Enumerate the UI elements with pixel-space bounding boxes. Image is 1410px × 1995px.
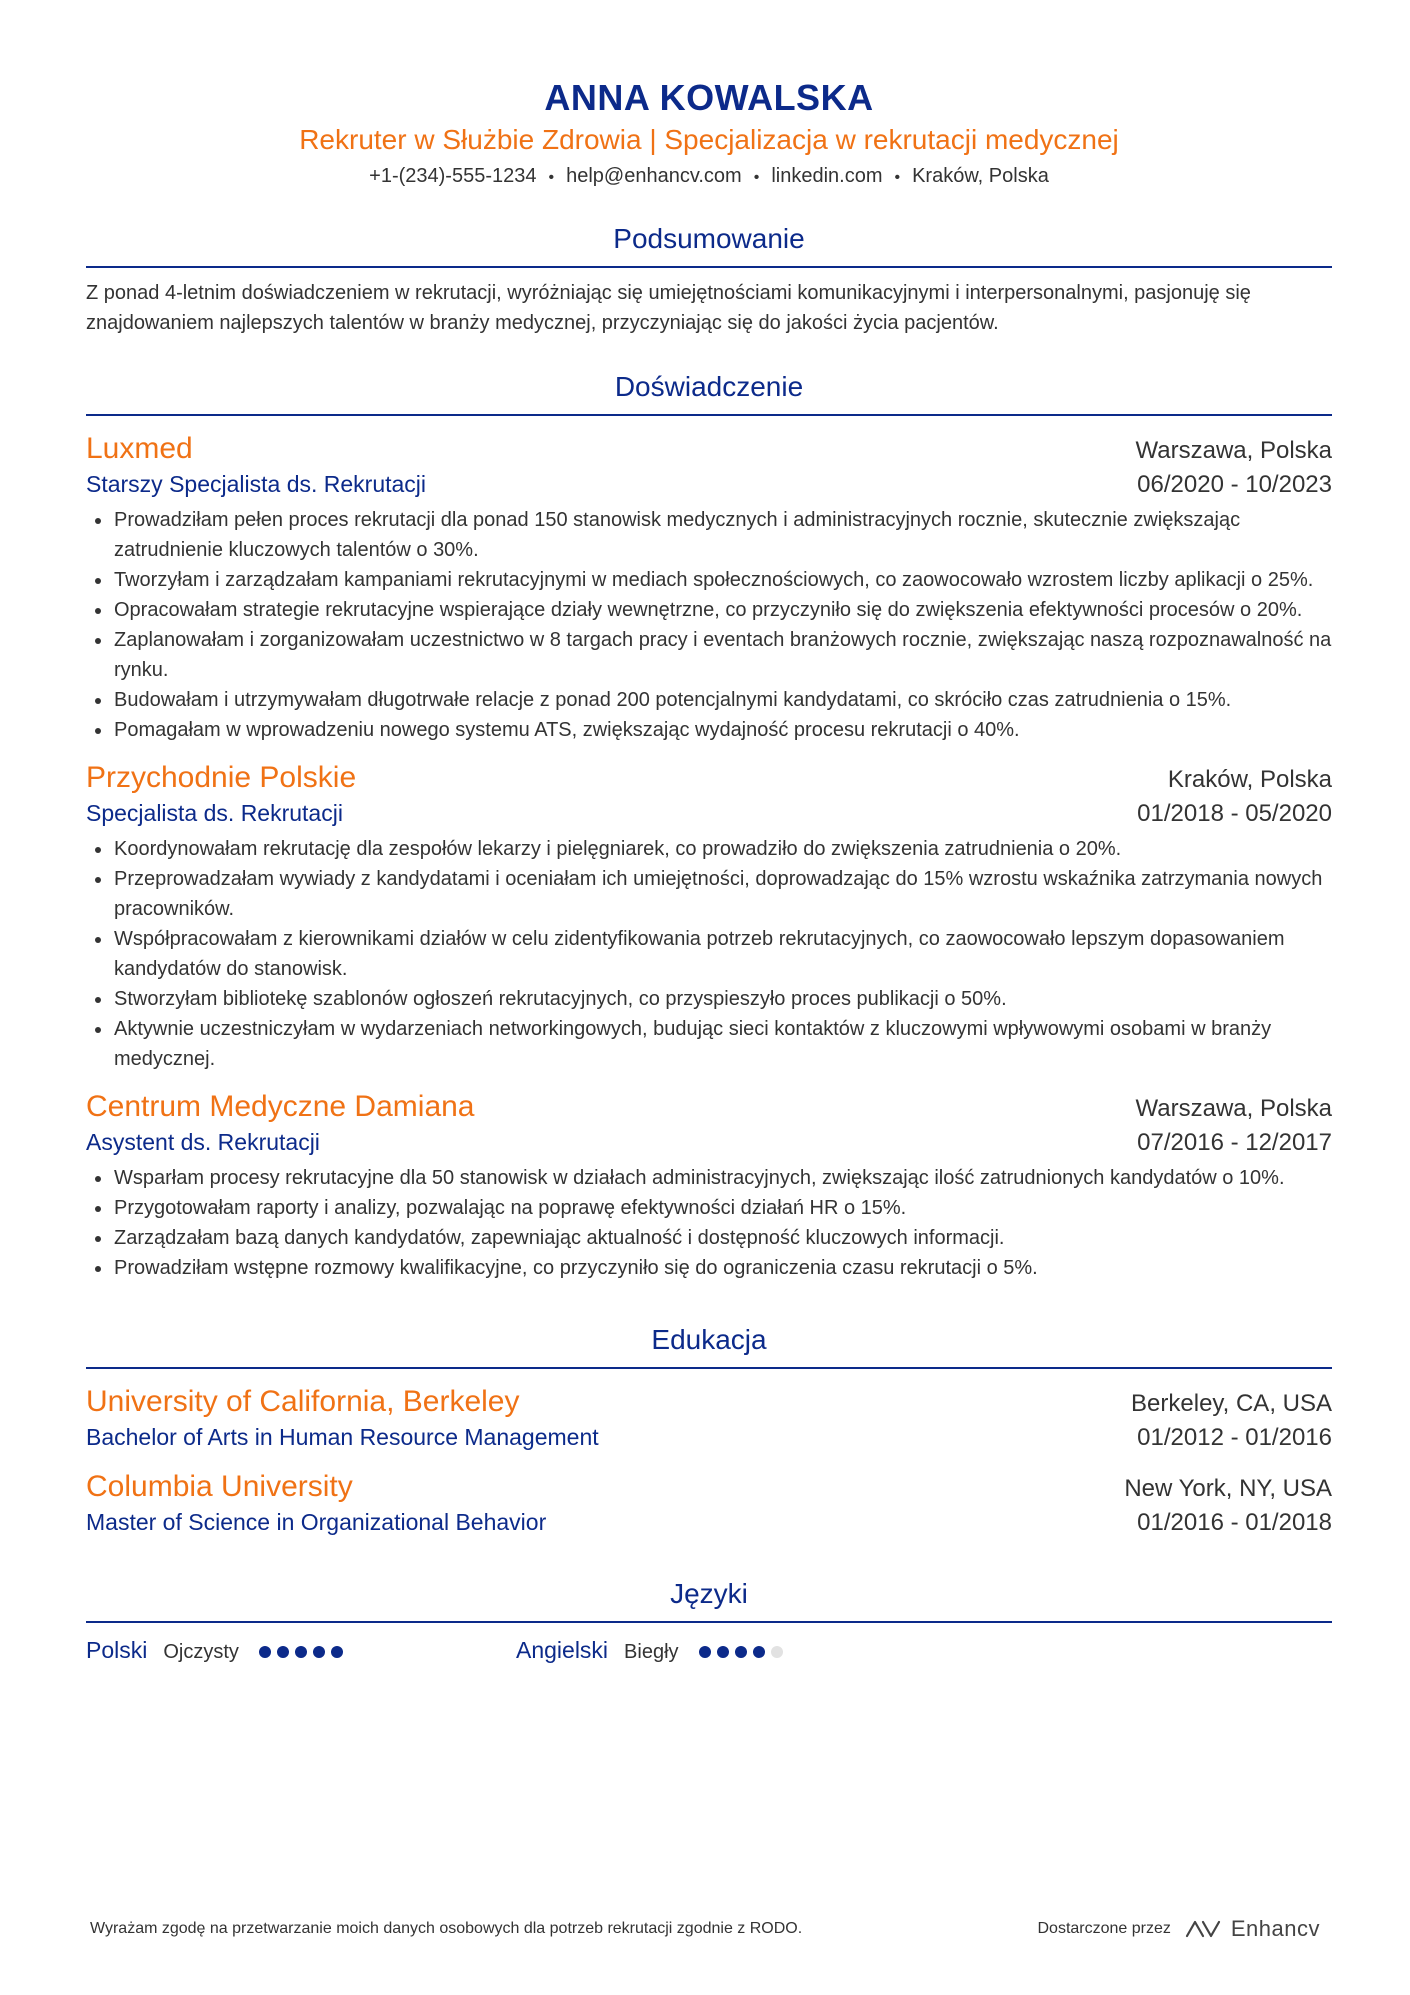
list-item: Prowadziłam wstępne rozmowy kwalifikacyjne, co przyczyniło się do ograniczenia czasu rekrutacji o 5%. xyxy=(86,1253,1332,1283)
list-item: Przygotowałam raporty i analizy, pozwalając na poprawę efektywności działań HR o 15%. xyxy=(86,1193,1332,1223)
language-item xyxy=(86,1637,516,1664)
job-dates: 07/2016 - 12/2017 xyxy=(1137,1129,1332,1156)
school-location: New York, NY, USA xyxy=(1124,1475,1332,1502)
rating-dot-filled xyxy=(277,1646,289,1658)
rating-dot-filled xyxy=(313,1646,325,1658)
job-dates: 06/2020 - 10/2023 xyxy=(1137,471,1332,498)
section-title: Doświadczenie xyxy=(86,370,1332,416)
job-dates: 01/2018 - 05/2020 xyxy=(1137,800,1332,827)
education-entry xyxy=(86,1468,1332,1539)
list-item: Stworzyłam bibliotekę szablonów ogłoszeń rekrutacyjnych, co przyspieszyło proces publikacji o 50%. xyxy=(86,984,1332,1014)
list-item: Budowałam i utrzymywałam długotrwałe relacje z ponad 200 potencjalnymi kandydatami, co skróciło czas zatrudnienia o 15%. xyxy=(86,685,1332,715)
proficiency-rating xyxy=(699,1646,789,1658)
degree-name: Master of Science in Organizational Behavior xyxy=(86,1509,547,1535)
list-item: Współpracowałam z kierownikami działów w celu zidentyfikowania potrzeb rekrutacyjnych, co zaowocowało lepszym dopasowaniem kandydatów do stanowisk. xyxy=(86,924,1332,984)
rating-dot-filled xyxy=(699,1646,711,1658)
experience-section xyxy=(86,370,1332,1283)
list-item: Pomagałam w wprowadzeniu nowego systemu ATS, zwiększając wydajność procesu rekrutacji o 40%. xyxy=(86,715,1332,745)
education-dates: 01/2016 - 01/2018 xyxy=(1137,1509,1332,1536)
section-title: Języki xyxy=(86,1577,1332,1623)
experience-entry xyxy=(86,759,1332,1074)
summary-section xyxy=(86,222,1332,338)
list-item: Opracowałam strategie rekrutacyjne wspierające działy wewnętrzne, co przyczyniło się do zwiększenia efektywności procesów o 20%. xyxy=(86,595,1332,625)
section-title: Podsumowanie xyxy=(86,222,1332,268)
experience-entry xyxy=(86,1088,1332,1283)
list-item: Aktywnie uczestniczyłam w wydarzeniach networkingowych, budując sieci kontaktów z kluczowymi wpływowymi osobami w branży medycznej. xyxy=(86,1014,1332,1074)
linkedin: linkedin.com xyxy=(771,165,883,187)
section-title: Edukacja xyxy=(86,1323,1332,1369)
phone: +1-(234)-555-1234 xyxy=(369,165,537,187)
company-name: Luxmed xyxy=(86,432,193,465)
rating-dot-filled xyxy=(753,1646,765,1658)
proficiency-rating xyxy=(259,1646,349,1658)
separator-dot: • xyxy=(894,169,901,186)
brand-name: Enhancv xyxy=(1230,1916,1320,1941)
rating-dot-filled xyxy=(295,1646,307,1658)
contact-info xyxy=(86,162,1332,192)
rating-dot-filled xyxy=(735,1646,747,1658)
job-location: Kraków, Polska xyxy=(1167,766,1332,793)
rating-dot-filled xyxy=(717,1646,729,1658)
education-entry xyxy=(86,1383,1332,1454)
job-title: Specjalista ds. Rekrutacji xyxy=(86,800,343,826)
school-location: Berkeley, CA, USA xyxy=(1131,1390,1332,1417)
job-location: Warszawa, Polska xyxy=(1135,437,1332,464)
job-location: Warszawa, Polska xyxy=(1135,1095,1332,1122)
list-item: Koordynowałam rekrutację dla zespołów lekarzy i pielęgniarek, co prowadziło do zwiększenia zatrudnienia o 20%. xyxy=(86,834,1332,864)
company-name: Centrum Medyczne Damiana xyxy=(86,1090,475,1123)
language-item xyxy=(516,1637,946,1664)
resume-header xyxy=(86,76,1332,192)
job-title: Asystent ds. Rekrutacji xyxy=(86,1129,320,1155)
achievement-list xyxy=(86,834,1332,1074)
brand-credit xyxy=(1037,1916,1320,1942)
list-item: Tworzyłam i zarządzałam kampaniami rekrutacyjnymi w mediach społecznościowych, co zaowocowało wzrostem liczby aplikacji o 25%. xyxy=(86,565,1332,595)
list-item: Zarządzałam bazą danych kandydatów, zapewniając aktualność i dostępność kluczowych informacji. xyxy=(86,1223,1332,1253)
summary-text: Z ponad 4-letnim doświadczeniem w rekrutacji, wyróżniając się umiejętnościami komunikacyjnymi i interpersonalnymi, pasjonuję się znajdowaniem najlepszych talentów w branży medycznej, przyczyniając się do jakości życia pacjentów. xyxy=(86,282,1251,334)
gdpr-consent: Wyrażam zgodę na przetwarzanie moich danych osobowych dla potrzeb rekrutacji zgodnie z RODO. xyxy=(90,1920,803,1937)
degree-name: Bachelor of Arts in Human Resource Management xyxy=(86,1424,599,1450)
rating-dot-filled xyxy=(331,1646,343,1658)
separator-dot: • xyxy=(548,169,555,186)
experience-entry xyxy=(86,430,1332,745)
candidate-name: ANNA KOWALSKA xyxy=(544,77,874,118)
list-item: Prowadziłam pełen proces rekrutacji dla ponad 150 stanowisk medycznych i administracyjnych rocznie, skutecznie zwiększając zatrudnienie kluczowych talentów o 30%. xyxy=(86,505,1332,565)
candidate-headline: Rekruter w Służbie Zdrowia | Specjalizacja w rekrutacji medycznej xyxy=(299,124,1119,155)
enhancv-logo-icon xyxy=(1183,1918,1223,1940)
rating-dot-empty xyxy=(771,1646,783,1658)
language-level: Ojczysty xyxy=(163,1641,239,1663)
job-title: Starszy Specjalista ds. Rekrutacji xyxy=(86,471,427,497)
school-name: Columbia University xyxy=(86,1470,353,1503)
language-level: Biegły xyxy=(624,1641,679,1663)
education-dates: 01/2012 - 01/2016 xyxy=(1137,1424,1332,1451)
list-item: Przeprowadzałam wywiady z kandydatami i oceniałam ich umiejętności, doprowadzając do 15% wzrostu wskaźnika zatrzymania nowych pracowników. xyxy=(86,864,1332,924)
achievement-list xyxy=(86,505,1332,745)
company-name: Przychodnie Polskie xyxy=(86,761,357,794)
languages-section xyxy=(86,1577,1332,1664)
achievement-list xyxy=(86,1163,1332,1283)
language-name: Angielski xyxy=(516,1637,609,1663)
list-item: Zaplanowałam i zorganizowałam uczestnictwo w 8 targach pracy i eventach branżowych rocznie, zwiększając naszą rozpoznawalność na rynku. xyxy=(86,625,1332,685)
language-list xyxy=(86,1637,1332,1664)
education-section xyxy=(86,1323,1332,1539)
list-item: Wsparłam procesy rekrutacyjne dla 50 stanowisk w działach administracyjnych, zwiększając ilość zatrudnionych kandydatów o 10%. xyxy=(86,1163,1332,1193)
email: help@enhancv.com xyxy=(566,165,742,187)
powered-by-label: Dostarczone przez xyxy=(1037,1920,1171,1937)
separator-dot: • xyxy=(753,169,760,186)
school-name: University of California, Berkeley xyxy=(86,1385,520,1418)
resume-page xyxy=(86,76,1332,1664)
page-footer xyxy=(90,1916,1320,1942)
location: Kraków, Polska xyxy=(912,165,1049,187)
rating-dot-filled xyxy=(259,1646,271,1658)
language-name: Polski xyxy=(86,1637,148,1663)
